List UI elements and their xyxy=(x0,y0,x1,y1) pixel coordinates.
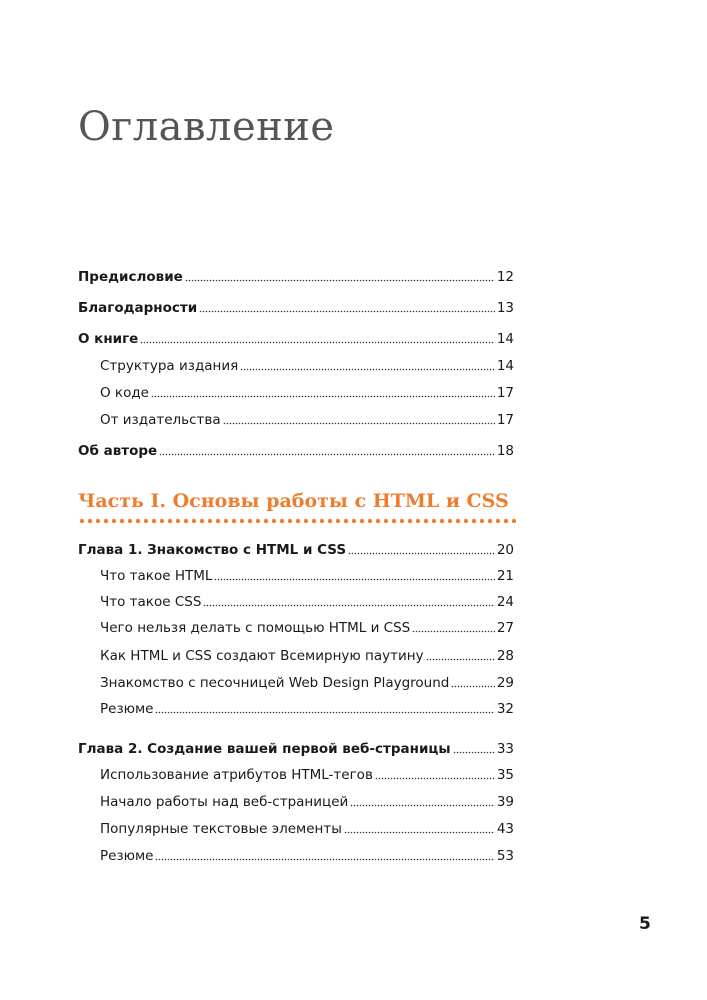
toc-entry-page: 29 xyxy=(496,675,514,691)
page-number: 5 xyxy=(639,914,651,934)
toc-chapter-entry[interactable] xyxy=(78,739,514,759)
toc-entry-label: Начало работы над веб-страницей xyxy=(100,794,349,810)
toc-subentry[interactable] xyxy=(100,618,514,638)
toc-entry-page: 17 xyxy=(496,412,514,428)
dot-leader xyxy=(348,551,495,555)
toc-entry-page: 18 xyxy=(496,443,514,459)
toc-subentry[interactable] xyxy=(100,846,514,866)
toc-entry-page: 14 xyxy=(496,331,514,347)
toc-entry-page: 39 xyxy=(496,794,514,810)
toc-entry-page: 21 xyxy=(496,568,514,584)
toc-subentry[interactable] xyxy=(100,819,514,839)
toc-entry-page: 53 xyxy=(496,848,514,864)
toc-entry-label: Благодарности xyxy=(78,300,198,316)
toc-subentry[interactable] xyxy=(100,699,514,719)
toc-entry-page: 24 xyxy=(496,594,514,610)
toc-entry-label: Об авторе xyxy=(78,443,158,459)
dot-leader xyxy=(203,603,494,607)
toc-entry-label: Как HTML и CSS создают Всемирную паутину xyxy=(100,648,424,664)
toc-entry[interactable] xyxy=(78,329,514,349)
toc-entry-page: 32 xyxy=(496,701,514,717)
toc-subentry[interactable] xyxy=(100,646,514,666)
toc-subentry[interactable] xyxy=(100,765,514,785)
toc-entry-label: Популярные текстовые элементы xyxy=(100,821,342,837)
dot-leader xyxy=(199,309,495,313)
page-title: Оглавление xyxy=(78,104,335,150)
toc-chapter-entry[interactable] xyxy=(78,540,514,560)
dot-leader xyxy=(140,340,494,344)
toc-entry-label: Предисловие xyxy=(78,269,183,285)
toc-entry[interactable] xyxy=(78,298,514,318)
toc-entry[interactable] xyxy=(78,441,514,461)
toc-entry-page: 17 xyxy=(496,385,514,401)
toc-entry-page: 27 xyxy=(496,620,514,636)
toc-subentry[interactable] xyxy=(100,356,514,376)
dot-leader xyxy=(159,452,495,456)
toc-entry-page: 43 xyxy=(496,821,514,837)
dot-leader xyxy=(375,776,495,780)
toc-entry[interactable] xyxy=(78,267,514,287)
toc-entry-page: 28 xyxy=(496,648,514,664)
toc-entry-page: 14 xyxy=(496,358,514,374)
toc-entry-label: Резюме xyxy=(100,848,154,864)
toc-entry-page: 12 xyxy=(496,269,514,285)
dot-leader xyxy=(453,750,495,754)
toc-subentry[interactable] xyxy=(100,410,514,430)
toc-entry-label: О коде xyxy=(100,385,149,401)
dot-leader xyxy=(214,577,494,581)
toc-entry-page: 13 xyxy=(496,300,514,316)
toc-entry-label: Знакомство с песочницей Web Design Playground xyxy=(100,675,450,691)
toc-entry-label: О книге xyxy=(78,331,139,347)
toc-subentry[interactable] xyxy=(100,673,514,693)
dot-leader xyxy=(412,629,495,633)
toc-entry-label: От издательства xyxy=(100,412,221,428)
dot-leader xyxy=(426,657,495,661)
toc-subentry[interactable] xyxy=(100,792,514,812)
dot-leader xyxy=(155,710,494,714)
toc-entry-label: Резюме xyxy=(100,701,154,717)
dot-leader xyxy=(344,830,495,834)
toc-entry-page: 20 xyxy=(496,542,514,558)
toc-subentry[interactable] xyxy=(100,566,514,586)
part-dotted-rule xyxy=(78,518,516,524)
dot-leader xyxy=(185,278,495,282)
toc-entry-label: Глава 1. Знакомство с HTML и CSS xyxy=(78,542,347,558)
toc-entry-page: 33 xyxy=(496,741,514,757)
toc-entry-label: Использование атрибутов HTML-тегов xyxy=(100,767,373,783)
toc-entry-page: 35 xyxy=(496,767,514,783)
toc-subentry[interactable] xyxy=(100,592,514,612)
toc-entry-label: Глава 2. Создание вашей первой веб-страницы xyxy=(78,741,451,757)
toc-entry-label: Что такое HTML xyxy=(100,568,213,584)
dot-leader xyxy=(151,394,495,398)
dot-leader xyxy=(223,421,495,425)
toc-entry-label: Что такое CSS xyxy=(100,594,202,610)
part-heading: Часть I. Основы работы с HTML и CSS xyxy=(78,490,509,512)
toc-subentry[interactable] xyxy=(100,383,514,403)
dot-leader xyxy=(240,367,495,371)
dot-leader xyxy=(451,684,494,688)
toc-entry-label: Чего нельзя делать с помощью HTML и CSS xyxy=(100,620,411,636)
dot-leader xyxy=(350,803,495,807)
dot-leader xyxy=(155,857,494,861)
toc-entry-label: Структура издания xyxy=(100,358,239,374)
